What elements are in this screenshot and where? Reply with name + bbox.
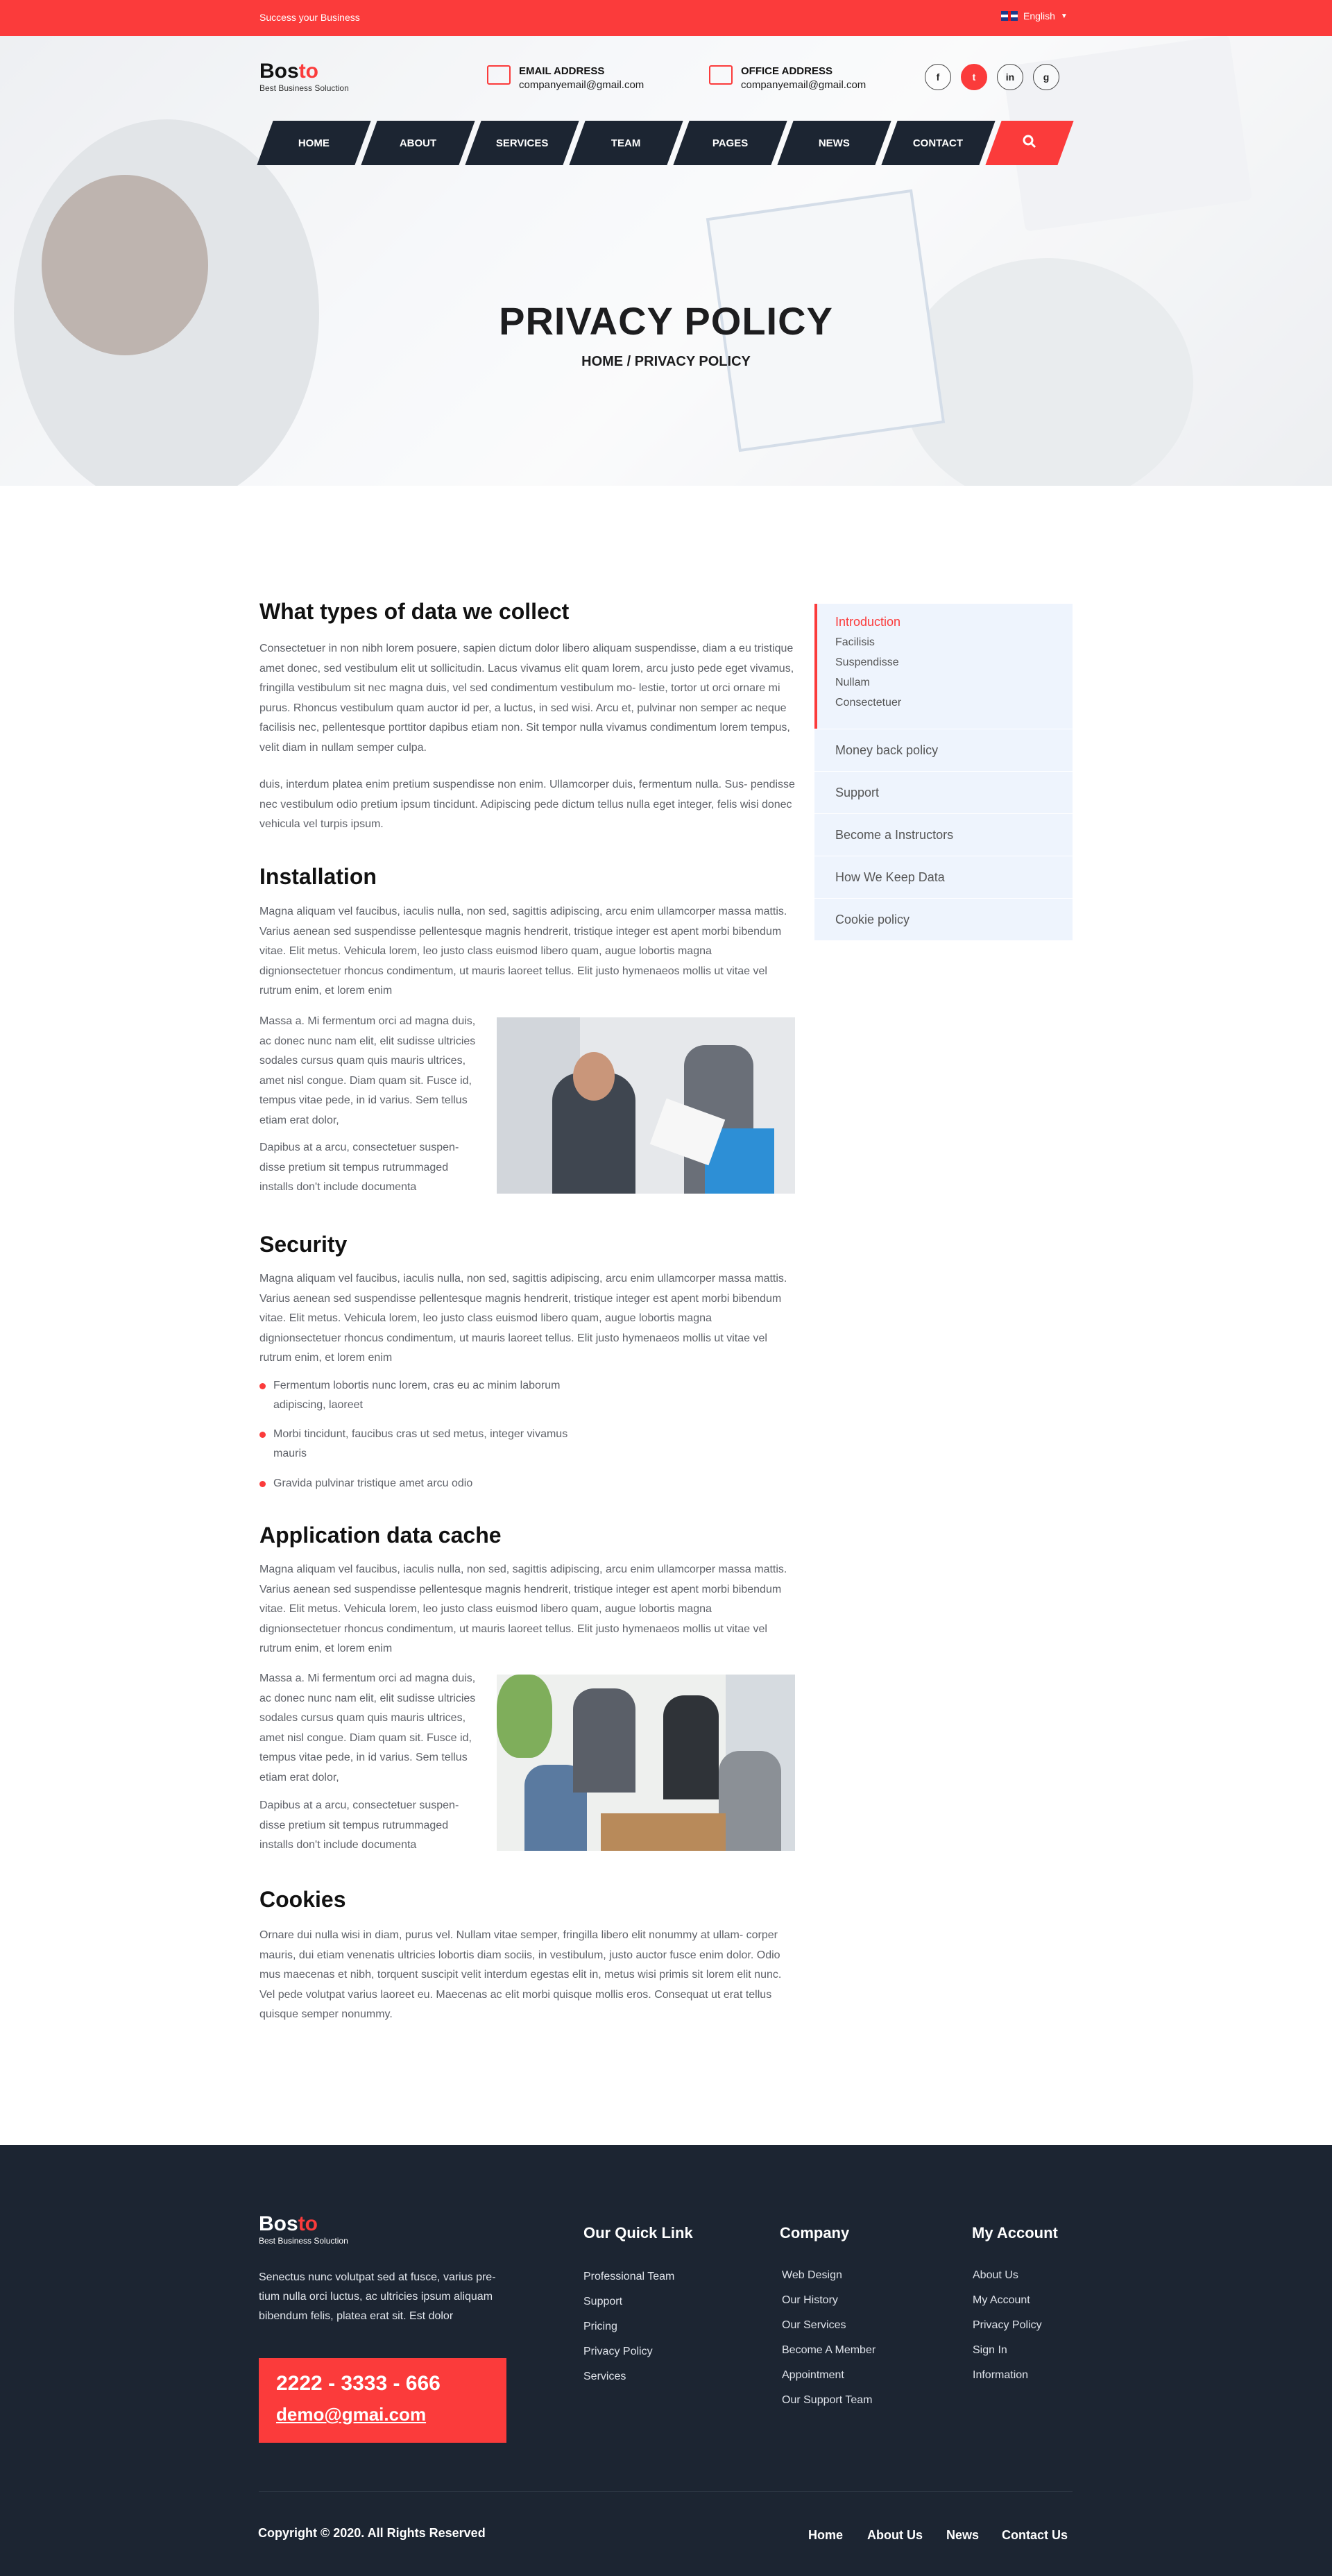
email-link[interactable]: demo@gmai.com (276, 2404, 427, 2425)
office-value: companyemail@gmail.com (741, 79, 866, 91)
section-paragraph: Magna aliquam vel faucibus, iaculis nulla, non sed, sagittis adipiscing, arcu enim ullamcorper massa mattis. Varius aenean sed suspendisse pellentesque magnis hendrerit, tristique integer est apent morbi bibendum vitae. Elit metus. Vehicula lorem, leo justo class euismod libero quam, augue lobortis magna dignionsectetuer rhoncus condimentum, ut mauris laoreet tellus. Elit justo hymenaeos mollis ut vitae vel rutrum enim, et lorem enim (259, 1273, 787, 1364)
nav-label: TEAM (611, 137, 641, 149)
bullet-dot (259, 1383, 266, 1389)
footer-link[interactable]: Privacy Policy (973, 2319, 1042, 2331)
footer-column-title: My Account (972, 2224, 1058, 2242)
footer-column-title: Company (780, 2224, 850, 2242)
logo-text: Bos (259, 2212, 298, 2235)
page-title: PRIVACY POLICY (499, 299, 833, 343)
photo-shape (663, 1695, 719, 1799)
nav-label: HOME (298, 137, 330, 149)
photo-shape (601, 1813, 726, 1851)
section-title: What types of data we collect (259, 599, 570, 624)
footer-link[interactable]: Our Services (782, 2319, 846, 2331)
breadcrumb: HOME / PRIVACY POLICY (581, 354, 751, 369)
footer-link[interactable]: Support (583, 2296, 623, 2307)
photo-shape (573, 1052, 615, 1101)
chevron-down-icon: ▼ (1060, 12, 1068, 20)
search-button[interactable] (985, 121, 1073, 165)
office-label: OFFICE ADDRESS (741, 65, 832, 77)
email-label: EMAIL ADDRESS (519, 65, 605, 77)
logo[interactable] (259, 60, 349, 93)
footer-link[interactable]: Sign In (973, 2344, 1007, 2356)
footer-logo[interactable] (259, 2212, 348, 2246)
section-paragraph: Massa a. Mi fermentum orci ad magna duis, ac donec nunc nam elit, elit sudisse ultricies sodales cursus quam quis mauris ultrices, amet nisl congue. Diam quam sit. Fusce id, tempus vitae pede, in id varius. Sem tellus etiam erat dolor, (259, 1015, 476, 1126)
sidebar-sub-link[interactable]: Consectetuer (835, 697, 902, 709)
nav-label: ABOUT (399, 137, 437, 149)
section-title: Installation (259, 864, 377, 889)
sidebar-item-instructors[interactable]: Become a Instructors (814, 813, 1073, 856)
footer-link[interactable]: About Us (973, 2269, 1018, 2281)
sidebar-item-money-back[interactable]: Money back policy (814, 729, 1073, 771)
bullet-dot (259, 1432, 266, 1438)
sidebar-item-support[interactable]: Support (814, 771, 1073, 813)
nav-label: SERVICES (495, 137, 549, 149)
footer (0, 2145, 1332, 2576)
bullet-dot (259, 1481, 266, 1487)
nav-label: PAGES (712, 137, 749, 149)
list-item (273, 1474, 592, 1493)
logo-text-accent: to (298, 2212, 318, 2235)
nav-team[interactable] (569, 121, 683, 165)
footer-divider (259, 2491, 1073, 2492)
nav-services[interactable] (465, 121, 579, 165)
contact-cta (259, 2358, 506, 2443)
footer-link[interactable]: Services (583, 2371, 626, 2382)
list-item (273, 1425, 592, 1464)
photo-shape (573, 1688, 635, 1793)
sidebar-item-keep-data[interactable]: How We Keep Data (814, 856, 1073, 898)
hero-banner (0, 36, 1332, 486)
tagline: Success your Business (259, 12, 360, 23)
hero-overlay (0, 36, 1332, 486)
sidebar-active-label: Introduction (835, 615, 901, 629)
photo-shape (719, 1751, 781, 1851)
section-title: Application data cache (259, 1523, 502, 1548)
copyright-text: Copyright © 2020. All Rights Reserved (258, 2526, 486, 2540)
section-paragraph: duis, interdum platea enim pretium suspendisse non enim. Ullamcorper duis, fermentum nulla. Sus- pendisse nec vestibulum odio pretium ipsum tincidunt. Adipiscing pede dictum tellus nulla eget integer, felis wisi donec vehicula vel turpis ipsum. (259, 779, 795, 830)
logo-subtitle: Best Business Soluction (259, 2236, 348, 2246)
nav-label: CONTACT (913, 137, 964, 149)
footer-link[interactable]: Information (973, 2369, 1029, 2381)
sidebar-item-cookie-policy[interactable]: Cookie policy (814, 898, 1073, 940)
list-item-text: Gravida pulvinar tristique amet arcu odio (273, 1477, 473, 1489)
list-item-text: Morbi tincidunt, faucibus cras ut sed metus, integer vivamus mauris (273, 1428, 568, 1459)
office-photo (497, 1017, 795, 1194)
sidebar-sub-link[interactable]: Facilisis (835, 636, 875, 648)
uk-flag-icon (1001, 11, 1018, 21)
main-nav (259, 121, 1071, 165)
social-links (925, 64, 1059, 90)
language-label: English (1023, 10, 1055, 22)
footer-bottom-link[interactable]: News (946, 2528, 980, 2542)
sidebar-sub-link[interactable]: Suspendisse (835, 656, 899, 668)
section-paragraph: Magna aliquam vel faucibus, iaculis nulla, non sed, sagittis adipiscing, arcu enim ullamcorper massa mattis. Varius aenean sed suspendisse pellentesque magnis hendrerit, tristique integer est apent morbi bibendum vitae. Elit metus. Vehicula lorem, leo justo class euismod libero quam, augue lobortis magna dignionsectetuer rhoncus condimentum, ut mauris laoreet tellus. Elit justo hymenaeos mollis ut vitae vel rutrum enim, et lorem enim (259, 1564, 787, 1654)
nav-pages[interactable] (673, 121, 787, 165)
facebook-icon[interactable]: f (925, 64, 951, 90)
team-meeting-photo (497, 1675, 795, 1851)
policy-sidebar (814, 604, 1073, 940)
nav-news[interactable] (777, 121, 891, 165)
footer-bottom-link[interactable]: Contact Us (1002, 2528, 1068, 2542)
map-icon (709, 65, 733, 85)
section-title: Cookies (259, 1887, 346, 1912)
nav-label: NEWS (819, 137, 850, 149)
footer-link[interactable]: My Account (973, 2294, 1030, 2306)
section-paragraph: Consectetuer in non nibh lorem posuere, sapien dictum dolor libero aliquam suspendisse, diam a eu tristique amet donec, sed vestibulum elit ut sollicitudin. Lacus vivamus elit quam lorem, arcu justo pede eget vivamus, fringilla vestibulum sit nec magna duis, vel sed condimentum vestibulum mo- lestie, tortor ut orci ornare mi purus. Rhoncus vestibulum quam auctor id per, a luctus, in sed wisi. Arcu et, pulvinar non semper ac neque facilisis nec, pellentesque porttitor dapibus etiam non. Sit tempor nulla vivamus condimentum lorem tempus, velit diam in nullam semper culpa. (259, 643, 794, 754)
top-bar (0, 0, 1332, 36)
footer-link[interactable]: Web Design (782, 2269, 842, 2281)
footer-link[interactable]: Professional Team (583, 2271, 675, 2282)
footer-link[interactable]: Our History (782, 2294, 838, 2306)
photo-shape (497, 1675, 552, 1758)
nav-home[interactable] (257, 121, 370, 165)
search-icon (1023, 135, 1036, 151)
footer-link[interactable]: Pricing (583, 2321, 617, 2332)
logo-text: Bos (259, 60, 299, 83)
sidebar-sub-link[interactable]: Nullam (835, 677, 870, 688)
logo-text-accent: to (298, 60, 319, 83)
section-paragraph: Dapibus at a arcu, consectetuer suspen- disse pretium sit tempus rutrummaged installs don't include documenta (259, 1142, 459, 1193)
section-paragraph: Dapibus at a arcu, consectetuer suspen- disse pretium sit tempus rutrummaged installs don't include documenta (259, 1799, 459, 1851)
email-contact (487, 65, 644, 91)
phone-number[interactable]: 2222 - 3333 - 666 (276, 2372, 441, 2395)
section-paragraph: Ornare dui nulla wisi in diam, purus vel. Nullam vitae semper, fringilla libero elit nonummy at ullam- corper mauris, dui etiam venenatis ultricies lobortis diam sociis, in vestibulum, justo auctor fusce enim dolor. Odio mus maecenas et nibh, torquent suscipit velit interdum egestas elit in, metus wisi primis sit lorem elit nunc. Vel pede volutpat varius laoreet eu. Maecenas ac elit morbi quisque mollis eros. Consequat ut erat tellus quisque semper nonummy. (259, 1929, 782, 2020)
footer-description: Senectus nunc volutpat sed at fusce, varius pre- tium nulla orci luctus, ac ultricies ipsum aliquam bibendum felis, platea erat sit. Est dolor (259, 2271, 496, 2322)
footer-link[interactable]: Our Support Team (782, 2394, 873, 2406)
footer-bottom-link[interactable]: About Us (867, 2528, 923, 2542)
google-icon[interactable]: g (1033, 64, 1059, 90)
footer-link[interactable]: Privacy Policy (583, 2346, 653, 2357)
footer-bottom-link[interactable]: Home (808, 2528, 844, 2542)
sidebar-item-introduction[interactable] (814, 604, 1073, 729)
section-title: Security (259, 1232, 348, 1257)
linkedin-icon[interactable]: in (997, 64, 1023, 90)
envelope-icon (487, 65, 511, 85)
nav-contact[interactable] (881, 121, 995, 165)
footer-column-title: Our Quick Link (583, 2224, 693, 2242)
logo-subtitle: Best Business Soluction (259, 83, 349, 93)
office-contact (709, 65, 866, 91)
section-paragraph: Magna aliquam vel faucibus, iaculis nulla, non sed, sagittis adipiscing, arcu enim ullamcorper massa mattis. Varius aenean sed suspendisse pellentesque magnis hendrerit, tristique integer est apent morbi bibendum vitae. Elit metus. Vehicula lorem, leo justo class euismod libero quam, augue lobortis magna dignionsectetuer rhoncus condimentum, ut mauris laoreet tellus. Elit justo hymenaeos mollis ut vitae vel rutrum enim, et lorem enim (259, 906, 787, 997)
footer-link[interactable]: Become A Member (782, 2344, 876, 2356)
twitter-icon[interactable]: t (961, 64, 987, 90)
email-value: companyemail@gmail.com (519, 79, 644, 91)
footer-link[interactable]: Appointment (782, 2369, 844, 2381)
section-paragraph: Massa a. Mi fermentum orci ad magna duis, ac donec nunc nam elit, elit sudisse ultricies sodales cursus quam quis mauris ultrices, amet nisl congue. Diam quam sit. Fusce id, tempus vitae pede, in id varius. Sem tellus etiam erat dolor, (259, 1672, 476, 1783)
language-selector[interactable] (1001, 10, 1068, 22)
nav-about[interactable] (361, 121, 475, 165)
list-item (273, 1376, 592, 1415)
list-item-text: Fermentum lobortis nunc lorem, cras eu ac minim laborum adipiscing, laoreet (273, 1380, 561, 1411)
